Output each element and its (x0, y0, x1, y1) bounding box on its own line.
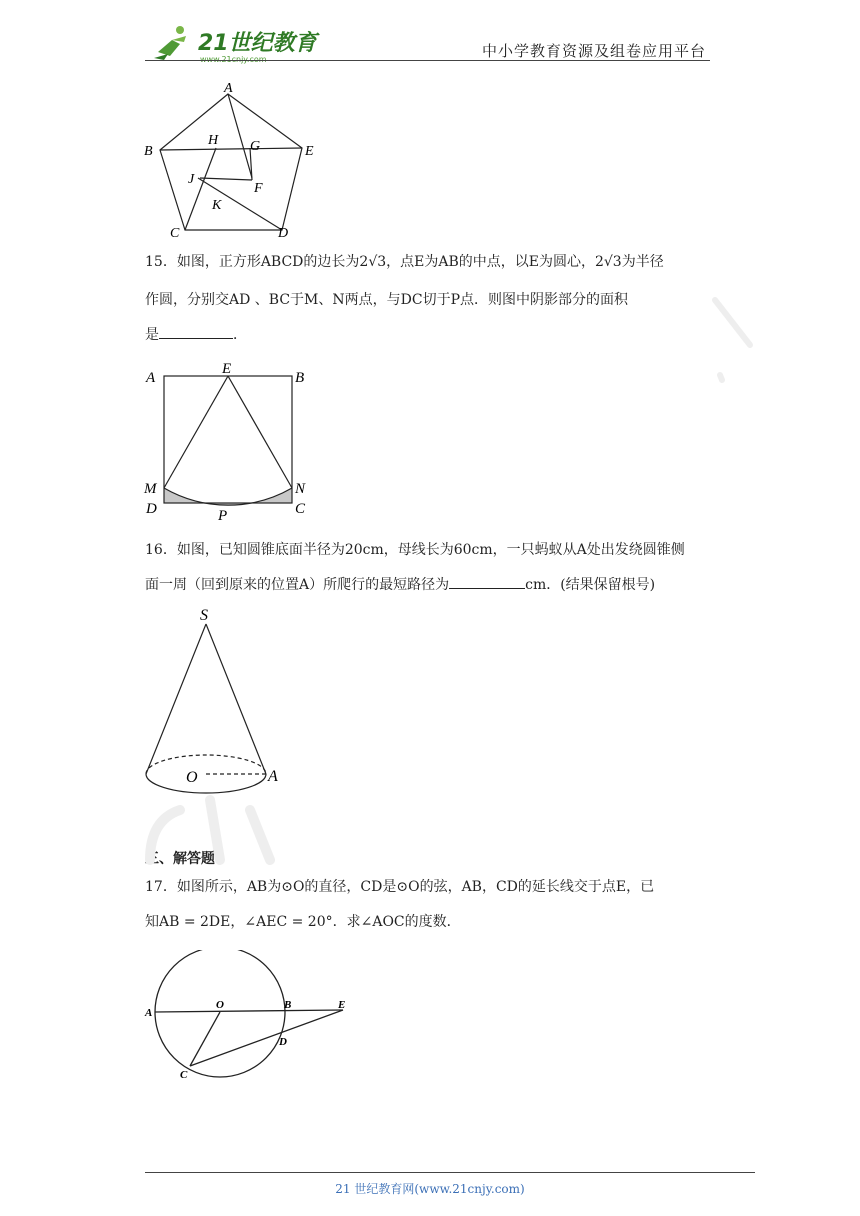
fig15-label-P: P (218, 508, 228, 524)
figure-15-square (140, 356, 320, 526)
fig16-label-O: O (186, 769, 198, 786)
fig14-label-H: H (208, 133, 219, 148)
fig14-label-D: D (278, 226, 289, 241)
fig14-label-B: B (144, 144, 153, 159)
fig14-label-K: K (212, 198, 222, 213)
fig17-label-D: D (279, 1036, 287, 1048)
header-title: 中小学教育资源及组卷应用平台 (482, 42, 707, 60)
logo-text: 21世纪教育 (198, 31, 317, 56)
footer-divider (145, 1172, 755, 1173)
watermark-shape (140, 770, 290, 880)
fig14-label-F: F (254, 181, 263, 196)
fig14-label-E: E (305, 144, 314, 159)
figure-17-circle (140, 950, 370, 1085)
fig15-label-N: N (295, 481, 306, 497)
fig17-label-O: O (216, 999, 224, 1011)
fig14-label-J: J (188, 172, 195, 187)
q15-line2: 作圆，分别交AD 、BC于M、N两点，与DC切于P点．则图中阴影部分的面积 (145, 292, 628, 308)
q17-line2: 知AB = 2DE，∠AEC = 20°．求∠AOC的度数． (145, 914, 461, 930)
q16-line2-prefix: 面一周（回到原来的位置A）所爬行的最短路径为 (145, 577, 450, 593)
q17-line1: 17．如图所示，AB为⊙O的直径，CD是⊙O的弦，AB，CD的延长线交于点E，已 (145, 879, 655, 895)
q16-line2-suffix: cm．(结果保留根号) (525, 577, 656, 593)
fig14-label-G: G (250, 139, 261, 154)
q15-answer-blank[interactable] (159, 324, 233, 339)
q15-line3-prefix: 是 (145, 327, 159, 343)
fig15-label-A: A (146, 370, 156, 386)
fig14-label-A: A (224, 81, 233, 96)
fig17-label-A: A (145, 1007, 153, 1019)
fig15-label-E: E (222, 361, 232, 377)
footer-text: 21 世纪教育网(www.21cnjy.com) (335, 1182, 525, 1196)
q15-line3-suffix: ． (233, 327, 247, 343)
fig17-label-E: E (338, 999, 346, 1011)
fig15-label-M: M (144, 481, 157, 497)
section-heading: 三、解答题 (145, 851, 215, 867)
fig17-label-B: B (284, 999, 292, 1011)
fig16-label-A: A (268, 768, 278, 785)
fig15-label-D: D (146, 501, 157, 517)
fig15-label-C: C (295, 501, 306, 517)
q15-line1: 15．如图，正方形ABCD的边长为2√3，点E为AB的中点，以E为圆心，2√3为半径 (145, 254, 664, 270)
q16-answer-blank[interactable] (449, 574, 525, 589)
q16-line1: 16．如图，已知圆锥底面半径为20cm，母线长为60cm，一只蚂蚁从A处出发绕圆锥侧 (145, 542, 685, 558)
fig14-label-C: C (170, 226, 180, 241)
runner-icon (154, 26, 186, 60)
q16-line2 (145, 574, 655, 595)
header-divider (145, 60, 710, 61)
q15-line3 (145, 324, 247, 345)
figure-14-pentagon (140, 80, 330, 245)
fig15-label-B: B (295, 370, 305, 386)
watermark-shape-right (700, 290, 760, 390)
fig16-label-S: S (200, 607, 208, 624)
fig17-label-C: C (180, 1069, 188, 1081)
